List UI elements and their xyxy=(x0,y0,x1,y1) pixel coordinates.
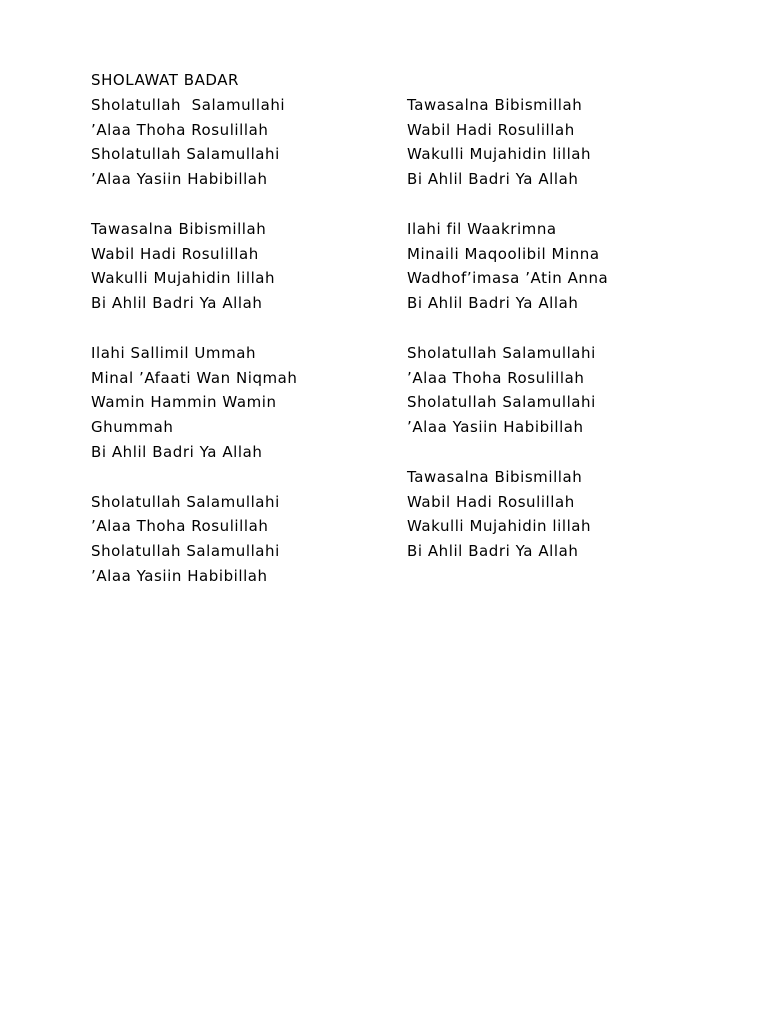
verse-line: Bi Ahlil Badri Ya Allah xyxy=(407,170,579,189)
verse-line: ’Alaa Thoha Rosulillah xyxy=(407,368,585,387)
document-title: SHOLAWAT BADAR xyxy=(91,71,240,89)
verse-line: Sholatullah Salamullahi xyxy=(407,393,596,412)
verse-line: Minal ’Afaati Wan Niqmah xyxy=(91,368,298,387)
stanza xyxy=(91,490,391,589)
stanza xyxy=(407,341,707,440)
verse-line: Wakulli Mujahidin lillah xyxy=(407,517,592,536)
verse-line: Sholatullah Salamullahi xyxy=(407,343,596,362)
verse-line: ’Alaa Yasiin Habibillah xyxy=(91,170,268,189)
verse-line: Bi Ahlil Badri Ya Allah xyxy=(407,542,579,561)
verse-line: Tawasalna Bibismillah xyxy=(407,95,583,114)
verse-line: Sholatullah Salamullahi xyxy=(91,145,280,164)
verse-line: Sholatullah Salamullahi xyxy=(91,492,280,511)
verse-line: Ghummah xyxy=(91,418,174,437)
verse-line: Wamin Hammin Wamin xyxy=(91,393,277,412)
verse-line: ’Alaa Thoha Rosulillah xyxy=(91,517,269,536)
stanza xyxy=(407,93,707,192)
left-column xyxy=(91,68,391,614)
right-column xyxy=(407,68,707,589)
stanza xyxy=(91,217,391,316)
stanza xyxy=(91,341,391,465)
verse-line: Wabil Hadi Rosulillah xyxy=(91,244,259,263)
verse-line: Bi Ahlil Badri Ya Allah xyxy=(91,294,263,313)
verse-line: Bi Ahlil Badri Ya Allah xyxy=(91,442,263,461)
verse-line: ’Alaa Yasiin Habibillah xyxy=(91,566,268,585)
verse-line: Ilahi Sallimil Ummah xyxy=(91,343,257,362)
verse-line: Tawasalna Bibismillah xyxy=(407,467,583,486)
stanza xyxy=(407,465,707,564)
verse-line: Sholatullah Salamullahi xyxy=(91,95,286,114)
verse-line: Wadhof’imasa ’Atin Anna xyxy=(407,269,609,288)
verse-line: Wabil Hadi Rosulillah xyxy=(407,120,575,139)
verse-line: Ilahi fil Waakrimna xyxy=(407,219,557,238)
stanza xyxy=(407,217,707,316)
verse-line: Wabil Hadi Rosulillah xyxy=(407,492,575,511)
verse-line: Minaili Maqoolibil Minna xyxy=(407,244,600,263)
verse-line: Wakulli Mujahidin lillah xyxy=(407,145,592,164)
verse-line: Tawasalna Bibismillah xyxy=(91,219,267,238)
stanza xyxy=(91,93,391,192)
verse-line: ’Alaa Yasiin Habibillah xyxy=(407,418,584,437)
verse-line: ’Alaa Thoha Rosulillah xyxy=(91,120,269,139)
verse-line: Bi Ahlil Badri Ya Allah xyxy=(407,294,579,313)
verse-line: Sholatullah Salamullahi xyxy=(91,542,280,561)
verse-line: Wakulli Mujahidin lillah xyxy=(91,269,276,288)
